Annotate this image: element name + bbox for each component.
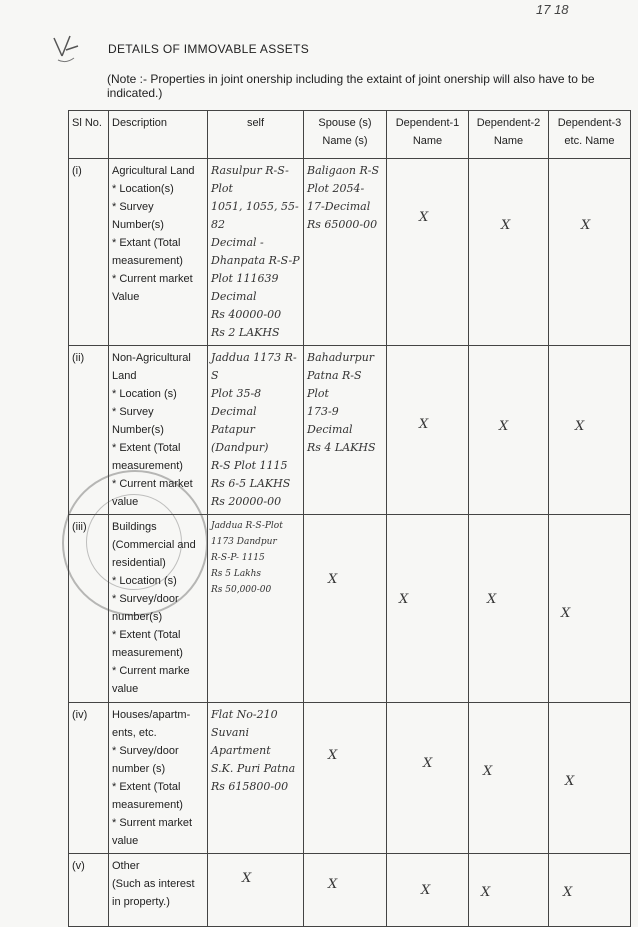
self-handwritten-entry	[208, 159, 304, 346]
description-line: measurement)	[112, 460, 183, 472]
handwritten-line: Plot 35-8 Decimal	[211, 387, 262, 418]
description-line: Non-Agricultural	[112, 352, 191, 364]
handwritten-line: Rs 20000-00	[211, 495, 282, 508]
description-line: * Current market	[112, 273, 193, 285]
dependent-1-cell	[387, 854, 469, 927]
self-handwritten-entry	[208, 515, 304, 703]
description-line: * Survey/door	[112, 745, 179, 757]
table-row	[69, 159, 631, 346]
cross-mark: X	[328, 748, 338, 763]
description-line: value	[112, 683, 139, 695]
dependent-2-cell	[469, 854, 549, 927]
table-row	[69, 346, 631, 515]
handwritten-line: Suvani Apartment	[211, 726, 271, 757]
dependent-3-cell	[549, 159, 631, 346]
handwritten-line: Rs 615800-00	[211, 780, 289, 793]
handwritten-line: Dhanpata R-S-P	[211, 254, 300, 267]
col-header-dependent-1: Dependent-1 Name	[387, 111, 469, 159]
handwritten-line: 173-9 Decimal	[307, 405, 353, 436]
handwritten-line: Rs 40000-00	[211, 308, 282, 321]
col-header-description: Description	[109, 111, 208, 159]
dependent-1-cell	[387, 159, 469, 346]
row-sl-number: (iv)	[69, 703, 109, 854]
description-line: value	[112, 496, 139, 508]
col-header-spouse: Spouse (s) Name (s)	[304, 111, 387, 159]
spouse-cell	[304, 854, 387, 927]
dependent-1-cell	[387, 346, 469, 515]
self-cell	[208, 854, 304, 927]
handwritten-line: Patapur (Dandpur)	[211, 423, 269, 454]
cross-mark: X	[575, 419, 585, 434]
row-description	[109, 346, 208, 515]
handwritten-line: Rasulpur R-S-Plot	[211, 164, 289, 195]
description-line: Buildings	[112, 521, 157, 533]
self-handwritten-entry	[208, 703, 304, 854]
row-sl-number: (i)	[69, 159, 109, 346]
description-line: residential)	[112, 557, 166, 569]
dependent-3-cell	[549, 703, 631, 854]
dependent-2-cell	[469, 346, 549, 515]
cross-mark: X	[565, 774, 575, 789]
self-handwritten-entry	[208, 346, 304, 515]
handwritten-line: Baligaon R-S	[307, 164, 380, 177]
dependent-2-cell	[469, 159, 549, 346]
row-description	[109, 159, 208, 346]
description-line: * Surrent market	[112, 817, 193, 829]
handwritten-line: Rs 6-5 LAKHS	[211, 477, 291, 490]
handwritten-line: Patna R-S Plot	[307, 369, 362, 400]
description-line: * Location (s)	[112, 575, 177, 587]
cross-mark: X	[483, 764, 493, 779]
dependent-2-cell	[469, 515, 549, 703]
row-description	[109, 515, 208, 703]
description-line: number (s)	[112, 763, 166, 775]
description-line: (Such as interest	[112, 878, 195, 890]
row-description	[109, 854, 208, 927]
handwritten-line: Jaddua 1173 R-S	[211, 351, 297, 382]
description-line: in property.)	[112, 896, 170, 908]
col-header-sl-no: Sl No.	[69, 111, 109, 159]
cross-mark: X	[501, 218, 511, 233]
handwritten-line: Plot 111639 Decimal	[211, 272, 279, 303]
immovable-assets-table	[68, 110, 631, 927]
description-line: * Location(s)	[112, 183, 174, 195]
cross-mark: X	[419, 417, 429, 432]
spouse-handwritten-entry	[304, 346, 387, 515]
row-sl-number: (ii)	[69, 346, 109, 515]
dependent-3-cell	[549, 854, 631, 927]
description-line: measurement)	[112, 799, 183, 811]
cross-mark: X	[563, 885, 573, 900]
handwritten-line: Rs 4 LAKHS	[307, 441, 376, 454]
dependent-3-cell	[549, 346, 631, 515]
description-line: number(s)	[112, 611, 163, 623]
cross-mark: X	[242, 871, 252, 886]
handwritten-line: Decimal -	[211, 236, 264, 249]
row-sl-number: (iii)	[69, 515, 109, 703]
row-sl-number: (v)	[69, 854, 109, 927]
spouse-handwritten-entry	[304, 159, 387, 346]
description-line: Houses/apartm-	[112, 709, 191, 721]
description-line: value	[112, 835, 139, 847]
cross-mark: X	[419, 210, 429, 225]
handwritten-line: S.K. Puri Patna	[211, 762, 296, 775]
table-row	[69, 515, 631, 703]
handwritten-line: Rs 2 LAKHS	[211, 326, 280, 339]
spouse-cell	[304, 703, 387, 854]
description-line: Value	[112, 291, 140, 303]
cross-mark: X	[421, 883, 431, 898]
cross-mark: X	[328, 572, 338, 587]
handwritten-line: 17-Decimal	[307, 200, 371, 213]
description-line: Other	[112, 860, 140, 872]
document-heading: DETAILS OF IMMOVABLE ASSETS	[108, 42, 310, 56]
row-description	[109, 703, 208, 854]
description-line: * Survey Number(s)	[112, 406, 164, 436]
cross-mark: X	[561, 606, 571, 621]
document-note: (Note :- Properties in joint onership including the extaint of joint onership will also have to be indicated.)	[107, 72, 595, 100]
col-header-self: self	[208, 111, 304, 159]
handwritten-scribble-icon	[48, 30, 88, 70]
handwritten-line: Rs 50,000-00	[211, 585, 272, 595]
dependent-1-cell	[387, 515, 469, 703]
spouse-cell	[304, 515, 387, 703]
cross-mark: X	[399, 592, 409, 607]
handwritten-line: R-S-P- 1115	[211, 553, 265, 563]
handwritten-line: Rs 5 Lakhs	[211, 569, 262, 579]
description-line: * Survey/door	[112, 593, 179, 605]
table-row	[69, 854, 631, 927]
dependent-2-cell	[469, 703, 549, 854]
description-line: (Commercial and	[112, 539, 196, 551]
table-row	[69, 703, 631, 854]
col-header-dependent-2: Dependent-2 Name	[469, 111, 549, 159]
description-line: * Survey Number(s)	[112, 201, 164, 231]
cross-mark: X	[499, 419, 509, 434]
handwritten-line: Flat No-210	[211, 708, 278, 721]
handwritten-line: Jaddua R-S-Plot	[211, 521, 283, 531]
handwritten-line: Rs 65000-00	[307, 218, 378, 231]
cross-mark: X	[481, 885, 491, 900]
handwritten-line: Plot 2054-	[307, 182, 365, 195]
description-line: Agricultural Land	[112, 165, 195, 177]
description-line: * Current marke	[112, 665, 190, 677]
cross-mark: X	[487, 592, 497, 607]
description-line: measurement)	[112, 647, 183, 659]
description-line: * Extant (Total	[112, 237, 181, 249]
description-line: * Extent (Total	[112, 629, 181, 641]
description-line: * Current market	[112, 478, 193, 490]
description-line: measurement)	[112, 255, 183, 267]
dependent-3-cell	[549, 515, 631, 703]
description-line: * Extent (Total	[112, 781, 181, 793]
description-line: * Location (s)	[112, 388, 177, 400]
cross-mark: X	[328, 877, 338, 892]
description-line: ents, etc.	[112, 727, 157, 739]
handwritten-line: 1051, 1055, 55-82	[211, 200, 299, 231]
page-number: 17 18	[536, 2, 569, 17]
cross-mark: X	[581, 218, 591, 233]
handwritten-line: R-S Plot 1115	[211, 459, 288, 472]
handwritten-line: Bahadurpur	[307, 351, 375, 364]
table-header-row	[69, 111, 631, 159]
handwritten-line: 1173 Dandpur	[211, 537, 277, 547]
description-line: Land	[112, 370, 137, 382]
dependent-1-cell	[387, 703, 469, 854]
description-line: * Extent (Total	[112, 442, 181, 454]
cross-mark: X	[423, 756, 433, 771]
col-header-dependent-3: Dependent-3 etc. Name	[549, 111, 631, 159]
